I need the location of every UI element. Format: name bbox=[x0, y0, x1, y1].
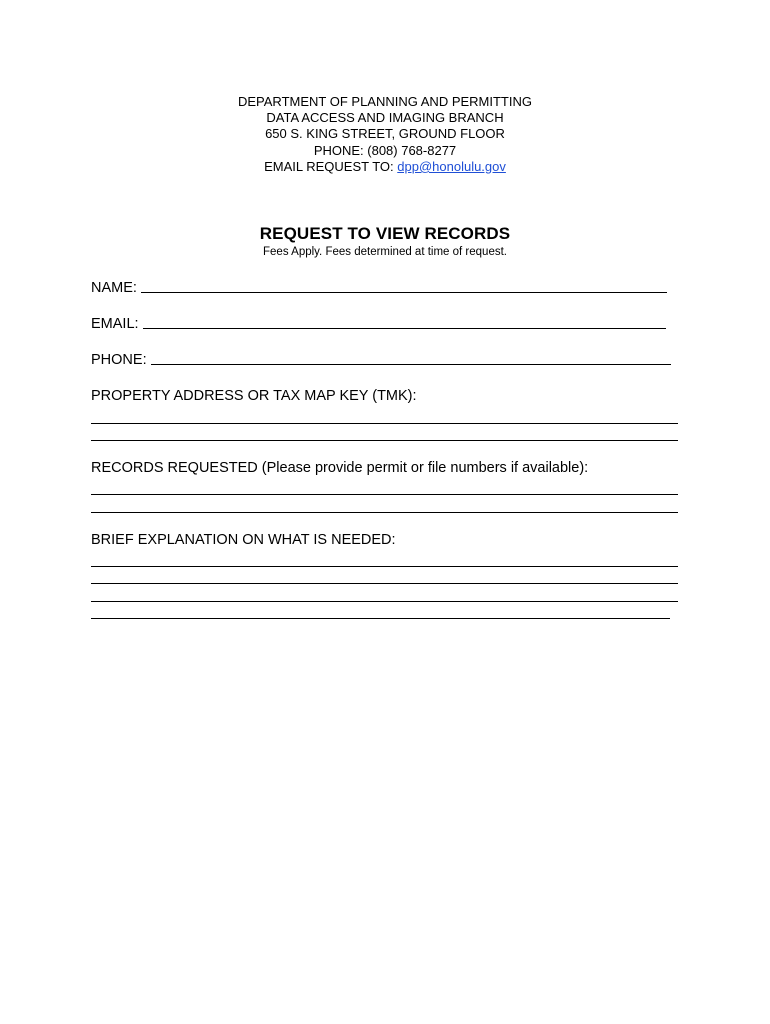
agency-header bbox=[0, 94, 770, 175]
phone-number: PHONE: (808) 768-8277 bbox=[313, 142, 457, 158]
department-name: DEPARTMENT OF PLANNING AND PERMITTING bbox=[238, 94, 532, 109]
explanation-input-line-3[interactable] bbox=[91, 601, 678, 602]
records-input-line-2[interactable] bbox=[91, 512, 678, 513]
property-input-line-2[interactable] bbox=[91, 440, 678, 441]
records-input-line-1[interactable] bbox=[91, 494, 678, 495]
explanation-input-line-2[interactable] bbox=[91, 583, 678, 584]
explanation-label: BRIEF EXPLANATION ON WHAT IS NEEDED: bbox=[91, 532, 396, 548]
records-label: RECORDS REQUESTED (Please provide permit or file numbers if available): bbox=[91, 460, 589, 476]
explanation-input-line-4[interactable] bbox=[91, 618, 670, 619]
form-title: REQUEST TO VIEW RECORDS bbox=[259, 224, 511, 243]
name-input-line[interactable] bbox=[141, 291, 667, 293]
property-input-line-1[interactable] bbox=[91, 423, 678, 424]
email-request-prefix: EMAIL REQUEST TO: bbox=[264, 158, 398, 174]
phone-label: PHONE: bbox=[91, 352, 147, 368]
email-label: EMAIL: bbox=[91, 316, 139, 332]
name-label: NAME: bbox=[91, 280, 137, 296]
branch-name: DATA ACCESS AND IMAGING BRANCH bbox=[266, 110, 504, 126]
property-label: PROPERTY ADDRESS OR TAX MAP KEY (TMK): bbox=[91, 388, 417, 404]
email-link[interactable]: dpp@honolulu.gov bbox=[397, 158, 506, 174]
explanation-input-line-1[interactable] bbox=[91, 566, 678, 567]
fees-note: Fees Apply. Fees determined at time of request. bbox=[263, 246, 507, 258]
phone-field-row bbox=[91, 352, 671, 368]
street-address: 650 S. KING STREET, GROUND FLOOR bbox=[265, 126, 505, 142]
email-input-line[interactable] bbox=[143, 327, 666, 329]
email-field-row bbox=[91, 316, 666, 332]
email-request-line bbox=[0, 159, 770, 175]
name-field-row bbox=[91, 280, 667, 296]
phone-input-line[interactable] bbox=[151, 363, 671, 365]
